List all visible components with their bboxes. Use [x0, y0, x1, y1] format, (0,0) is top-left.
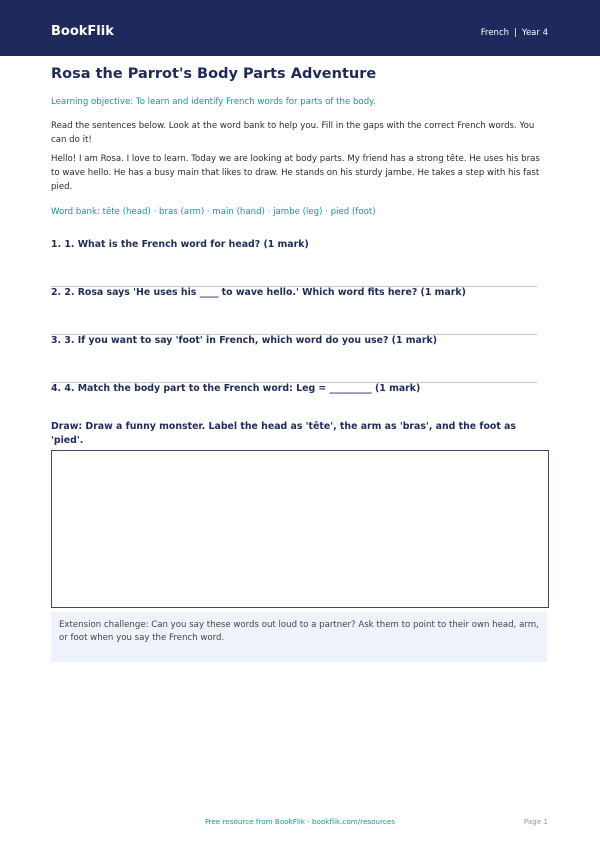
question-3: 3. 3. If you want to say 'foot' in French, which word do you use? (1 mark)	[51, 335, 437, 346]
word-bank: Word bank: tête (head) · bras (arm) · main (hand) · jambe (leg) · pied (foot)	[51, 207, 376, 217]
question-4: 4. 4. Match the body part to the French word: Leg = _________ (1 mark)	[51, 383, 421, 394]
question-1: 1. 1. What is the French word for head? (1 mark)	[51, 239, 309, 250]
story-text: Hello! I am Rosa. I love to learn. Today we are looking at body parts. My friend has a strong tête. He uses his bras to wave hello. He has a busy main that likes to draw. He stands on his sturdy jambe. He takes a step with his fast pied.	[51, 154, 540, 192]
drawing-area[interactable]	[51, 450, 549, 608]
extension-challenge: Extension challenge: Can you say these words out loud to a partner? Ask them to point to their own head, arm, or foot when you say the French word.	[51, 612, 547, 662]
instructions-text: Read the sentences below. Look at the word bank to help you. Fill in the gaps with the correct French words. You can do it!	[51, 121, 535, 145]
footer-source[interactable]: Free resource from BookFlik · bookflik.com/resources	[204, 817, 396, 826]
subject-label: French	[480, 28, 510, 38]
page-title: Rosa the Parrot's Body Parts Adventure	[51, 66, 377, 82]
header-bar	[0, 0, 600, 56]
draw-prompt: Draw: Draw a funny monster. Label the head as 'tête', the arm as 'bras', and the foot as 'pied'.	[51, 421, 517, 446]
question-2: 2. 2. Rosa says 'He uses his ____ to wave hello.' Which word fits here? (1 mark)	[51, 287, 466, 298]
header-meta	[481, 26, 548, 40]
meta-separator: |	[514, 28, 517, 38]
year-label: Year 4	[521, 28, 548, 38]
page-number: Page 1	[523, 817, 548, 826]
brand-logo[interactable]: BookFlik	[51, 24, 114, 39]
learning-objective: Learning objective: To learn and identify French words for parts of the body.	[51, 97, 376, 107]
